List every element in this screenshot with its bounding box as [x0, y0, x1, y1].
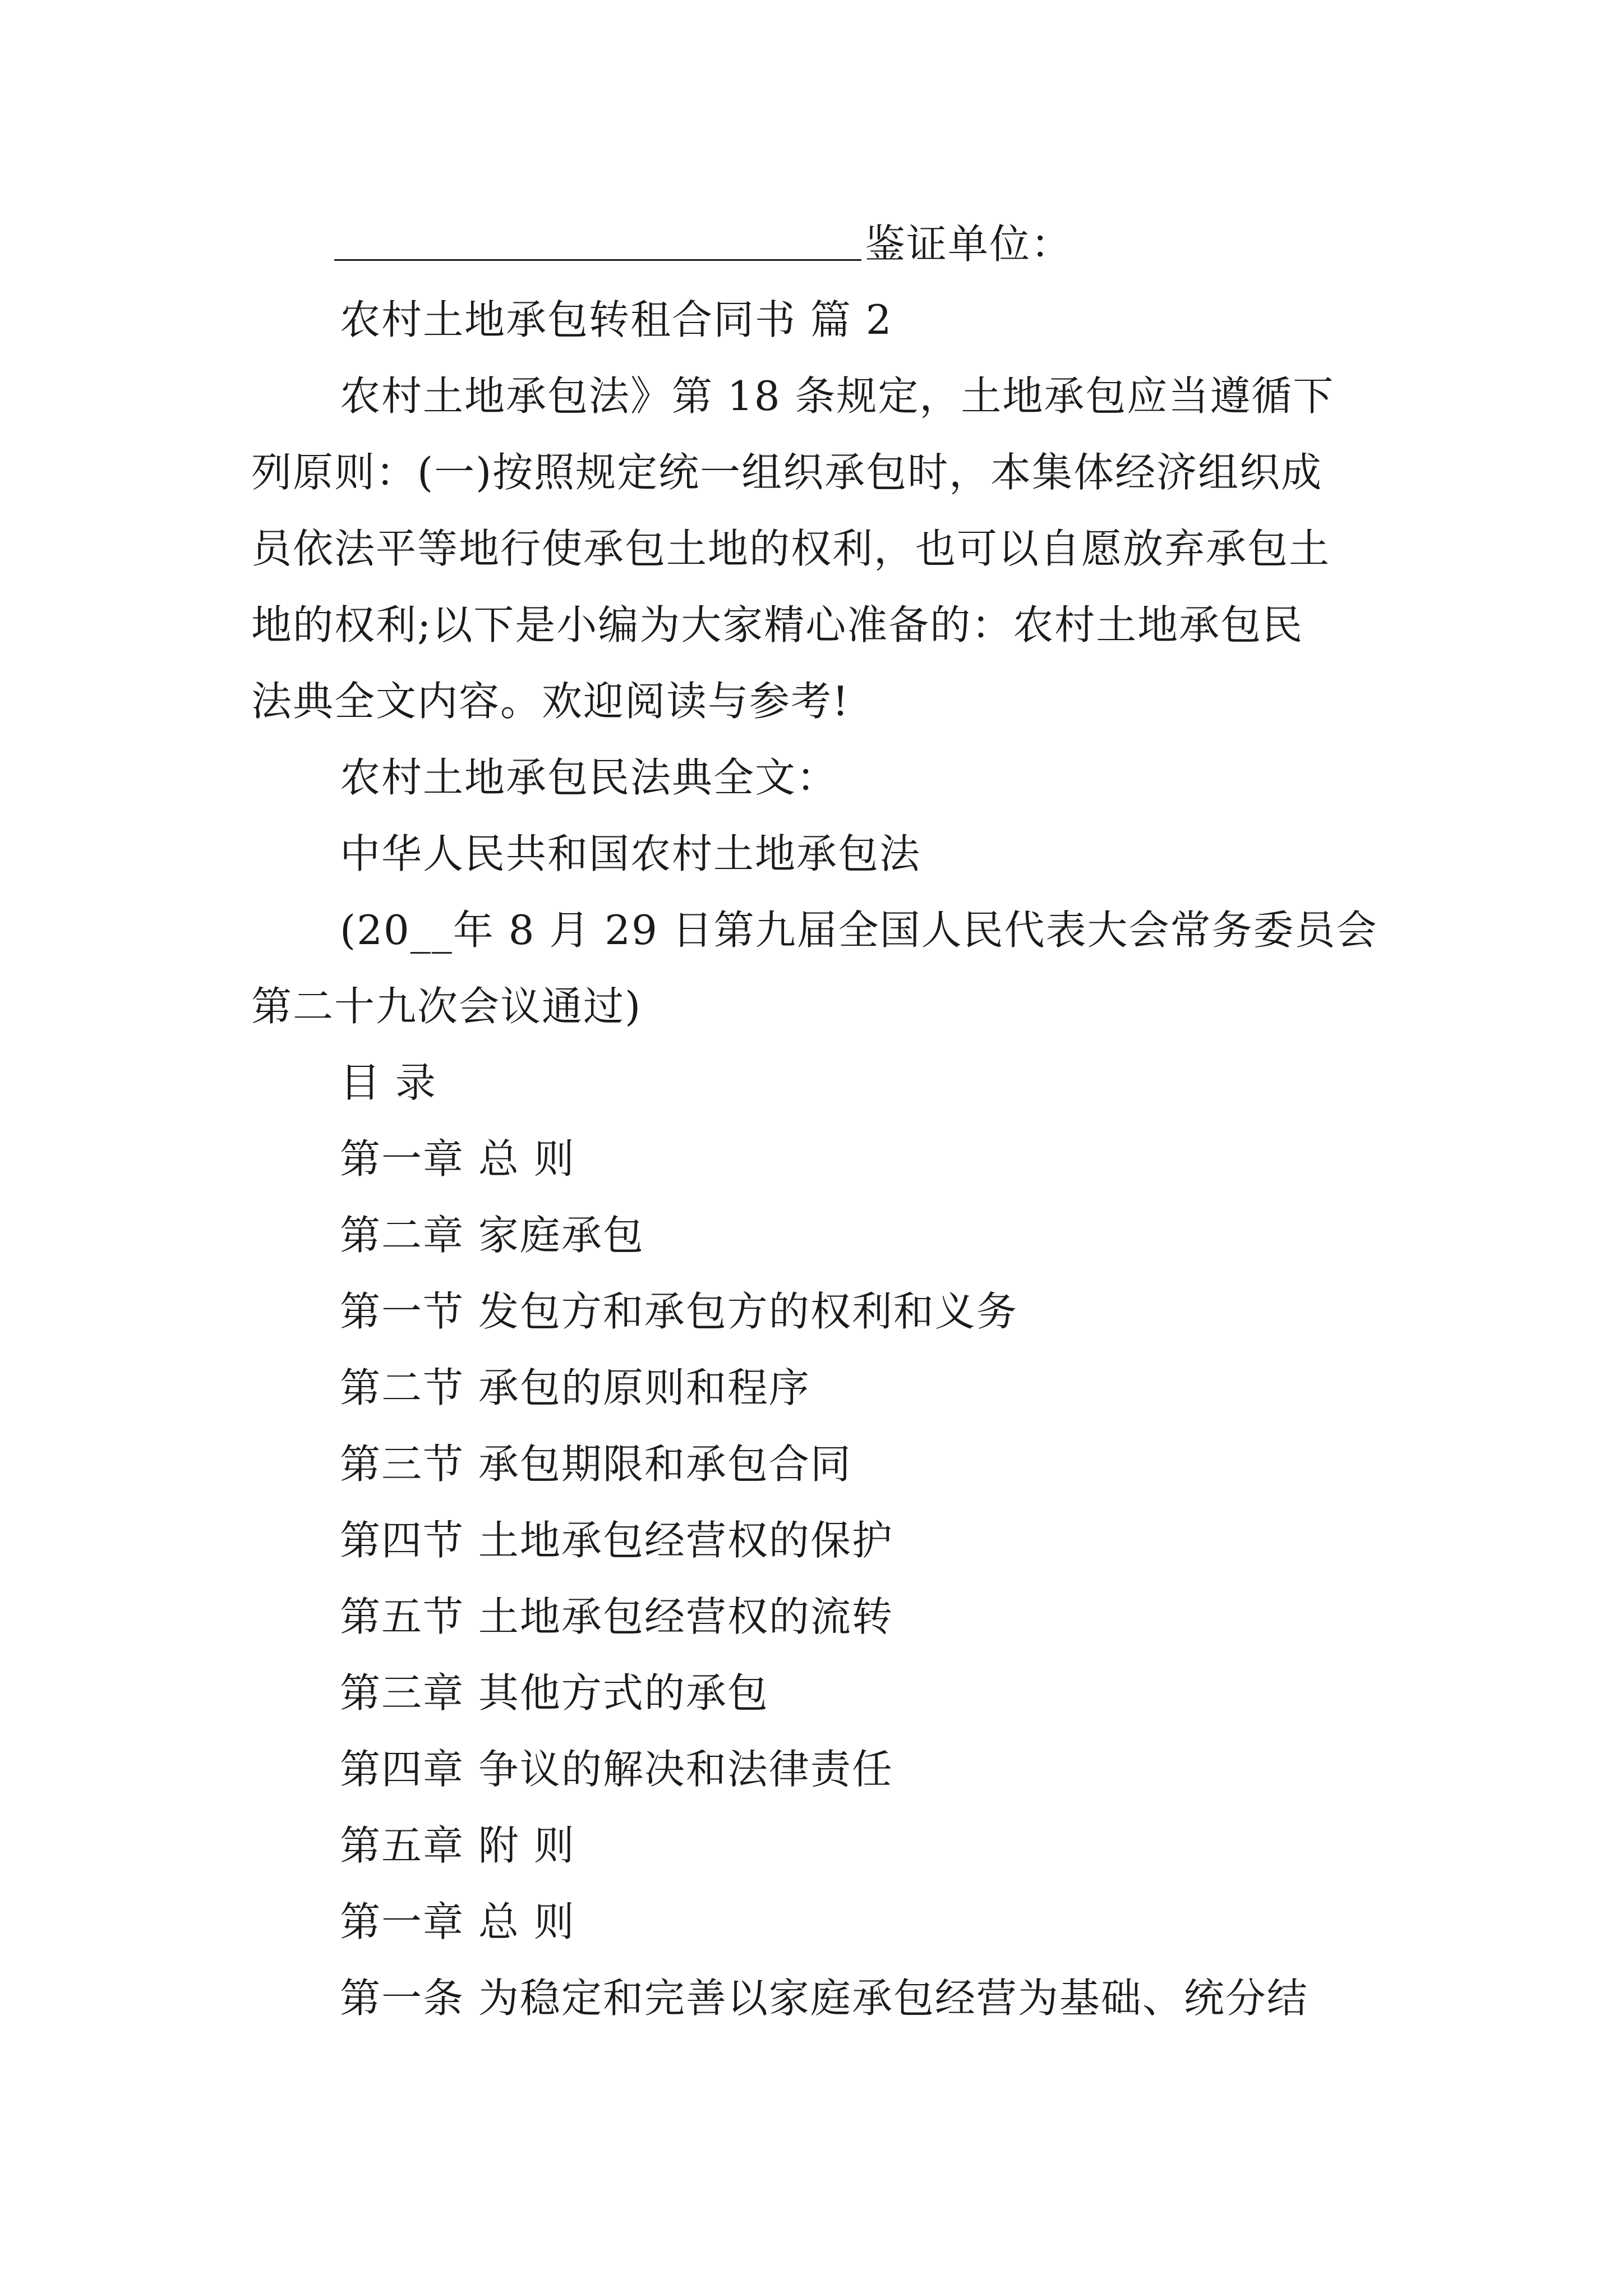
chapter-title: 第一章 总 则 [340, 1898, 575, 1945]
paragraph-line: 农村土地承包民法典全文： [340, 754, 838, 801]
toc-item: 第二节 承包的原则和程序 [340, 1364, 810, 1411]
toc-item: 第三章 其他方式的承包 [340, 1669, 769, 1717]
toc-item: 第二章 家庭承包 [340, 1212, 644, 1259]
toc-title: 目 录 [340, 1059, 437, 1106]
paragraph-line: 员依法平等地行使承包土地的权利，也可以自愿放弃承包土 [251, 525, 1331, 572]
law-note-line: 第二十九次会议通过) [251, 983, 642, 1030]
toc-item: 第五节 土地承包经营权的流转 [340, 1593, 893, 1640]
toc-item: 第五章 附 则 [340, 1822, 575, 1869]
toc-item: 第四节 土地承包经营权的保护 [340, 1517, 893, 1564]
signature-blank [334, 216, 861, 266]
article-line: 第一条 为稳定和完善以家庭承包经营为基础、统分结 [340, 1975, 1308, 2022]
paragraph-line: 地的权利;以下是小编为大家精心准备的：农村土地承包民 [251, 601, 1304, 648]
law-note-line: (20__年 8 月 29 日第九届全国人民代表大会常务委员会 [340, 907, 1378, 954]
paragraph-line: 法典全文内容。欢迎阅读与参考! [251, 678, 850, 725]
toc-item: 第一节 发包方和承包方的权利和义务 [340, 1288, 1018, 1335]
contract-heading: 农村土地承包转租合同书 篇 2 [340, 296, 893, 343]
paragraph-line: 列原则：(一)按照规定统一组织承包时，本集体经济组织成 [251, 449, 1323, 496]
signature-underline [334, 259, 861, 261]
toc-item: 第三节 承包期限和承包合同 [340, 1441, 852, 1488]
paragraph-line: 农村土地承包法》第 18 条规定，土地承包应当遵循下 [340, 372, 1335, 420]
toc-item: 第四章 争议的解决和法律责任 [340, 1746, 893, 1793]
law-title: 中华人民共和国农村土地承包法 [340, 830, 921, 877]
toc-item: 第一章 总 则 [340, 1135, 575, 1182]
certifying-unit-label: 鉴证单位： [865, 220, 1073, 268]
